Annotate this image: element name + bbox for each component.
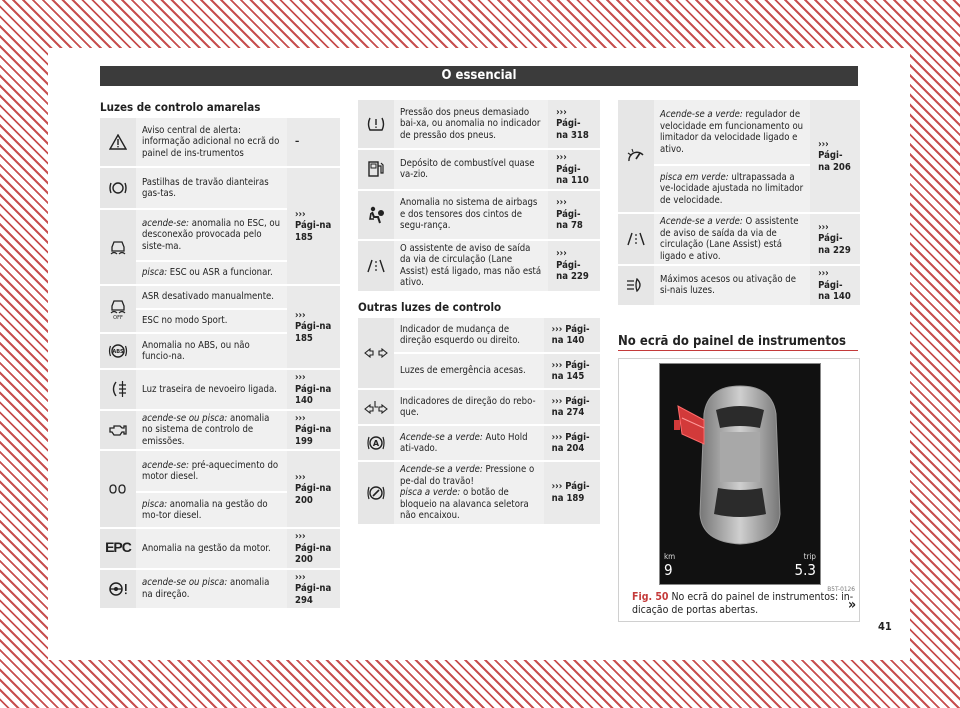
row-desc: pisca em verde: ultrapassada a ve-locidade ajustada no limitador de velocidade. [654,166,810,212]
divider [618,350,858,351]
svg-text:ABS: ABS [112,349,124,355]
high-beam-icon [618,266,654,305]
row-desc: Luz traseira de nevoeiro ligada. [136,370,287,409]
table-row [100,286,340,308]
table-row [358,100,600,148]
figure [618,358,860,622]
yellow-lights-table [100,116,340,610]
tire-pressure-icon [358,100,394,148]
table-row [100,118,340,166]
row-desc: acende-se: anomalia no ESC, ou desconexão provocada pelo siste-ma. [136,210,287,260]
figure-caption: Fig. 50 No ecrã do painel de instrumentos: in-dicação de portas abertas. [632,591,854,616]
esc-off-icon [100,286,136,332]
row-page: ››› Pági-na 145 [544,354,600,388]
row-page: ››› Pági-na 200 [287,451,340,527]
rear-fog-icon [100,370,136,409]
turn-arrows-icon [358,318,394,388]
row-desc: acende-se ou pisca: anomalia na direção. [136,570,287,609]
continue-arrow: » [848,597,857,613]
row-desc: Pastilhas de travão dianteiras gas-tas. [136,168,287,208]
row-desc: O assistente de aviso de saída da via de circulação (Lane Assist) está ligado, mas não está ativo. [394,241,548,291]
row-desc: Luzes de emergência acesas. [394,354,544,388]
row-desc: pisca: anomalia na gestão do mo-tor diesel. [136,493,287,527]
row-page: ››› Pági-na 189 [544,462,600,524]
right-lights-table [618,98,860,307]
steering-icon [100,570,136,609]
row-desc: acende-se ou pisca: anomalia no sistema de controlo de emissões. [136,411,287,450]
figure-code: B5T-0126 [827,585,855,593]
page-header: O essencial [100,66,858,86]
row-desc: Indicador de mudança de direção esquerdo ou direito. [394,318,544,352]
table-row [100,411,340,450]
panel-section-title: No ecrã do painel de instrumentos [618,334,846,349]
warning-triangle-icon [100,118,136,166]
brake-pedal-icon [358,462,394,524]
trip-label: trip [803,552,816,561]
row-page: ››› Pági-na 294 [287,570,340,609]
row-desc: acende-se: pré-aquecimento do motor diesel. [136,451,287,491]
row-page: ››› Pági-na 274 [544,390,600,424]
glow-plug-icon [100,451,136,527]
trip-value: 5.3 [794,561,816,579]
row-page: ››› Pági-na 318 [548,100,600,148]
km-value: 9 [664,561,673,579]
table-row [358,241,600,291]
esc-car-icon [100,210,136,284]
table-row [100,168,340,208]
row-page: ››› Pági-na 140 [544,318,600,352]
epc-icon: EPC [100,529,136,568]
lane-assist-icon [358,241,394,291]
page [48,48,910,660]
row-desc: Máximos acesos ou ativação de si-nais luzes. [654,266,810,305]
table-row [100,451,340,491]
table-row [358,354,600,388]
svg-text:OFF: OFF [113,315,123,320]
row-page: ››› Pági-na 185 [287,286,340,368]
table-row [100,529,340,568]
other-section-title: Outras luzes de controlo [358,300,502,314]
table-row [358,150,600,189]
auto-hold-icon [358,426,394,460]
km-label: km [664,552,676,561]
row-page: ››› Pági-na 140 [810,266,860,305]
cruise-control-icon [618,100,654,212]
row-page: ››› Pági-na 199 [287,411,340,450]
table-row [618,214,860,264]
row-desc: ASR desativado manualmente. [136,286,287,308]
row-page: ››› Pági-na 110 [548,150,600,189]
row-page: ››› Pági-na 206 [810,100,860,212]
row-desc: Anomalia no sistema de airbags e dos tensores dos cintos de segu-rança. [394,191,548,239]
yellow-section-title: Luzes de controlo amarelas [100,100,261,114]
row-desc: pisca: ESC ou ASR a funcionar. [136,262,287,284]
row-desc: Indicadores de direção do rebo-que. [394,390,544,424]
lane-assist-icon [618,214,654,264]
row-page: ››› Pági-na 140 [287,370,340,409]
row-desc: Acende-se a verde: regulador de velocidade em funcionamento ou limitador da velocidade ligado e ativo. [654,100,810,164]
brake-pads-icon [100,168,136,208]
table-row [100,370,340,409]
fuel-icon [358,150,394,189]
table-row [358,191,600,239]
abs-icon [100,334,136,368]
row-page: ››› Pági-na 185 [287,168,340,284]
table-row [618,266,860,305]
table-row [358,318,600,352]
instrument-display [659,363,821,585]
row-desc: Anomalia na gestão da motor. [136,529,287,568]
car-doors-open-icon [660,364,820,584]
row-page: ››› Pági-na 229 [548,241,600,291]
row-desc: Anomalia no ABS, ou não funcio-na. [136,334,287,368]
engine-icon [100,411,136,450]
trailer-turn-icon [358,390,394,424]
row-desc: Pressão dos pneus demasiado bai-xa, ou anomalia no indicador de pressão dos pneus. [394,100,548,148]
row-page: ››› Pági-na 200 [287,529,340,568]
row-page: ››› Pági-na 229 [810,214,860,264]
table-row [100,570,340,609]
row-desc: Acende-se a verde: Pressione o pe-dal do travão! pisca a verde: o botão de bloqueio na alavanca seletora não encaixou. [394,462,544,524]
table-row [358,390,600,424]
table-row [618,100,860,164]
row-desc: Acende-se a verde: Auto Hold ati-vado. [394,426,544,460]
row-desc: ESC no modo Sport. [136,310,287,332]
row-page: ››› Pági-na 78 [548,191,600,239]
row-desc: Aviso central de alerta: informação adicional no ecrã do painel de ins-trumentos [136,118,287,166]
row-page: ››› Pági-na 204 [544,426,600,460]
row-page: – [287,118,340,166]
airbag-icon [358,191,394,239]
svg-text:A: A [372,439,380,448]
row-desc: Acende-se a verde: O assistente de aviso de saída da via de circulação (Lane Assist) está ligado e ativo. [654,214,810,264]
middle-lights-table [358,98,600,293]
table-row [358,462,600,524]
row-desc: Depósito de combustível quase va-zio. [394,150,548,189]
table-row [358,426,600,460]
other-lights-table [358,316,600,526]
page-number: 41 [878,620,892,633]
